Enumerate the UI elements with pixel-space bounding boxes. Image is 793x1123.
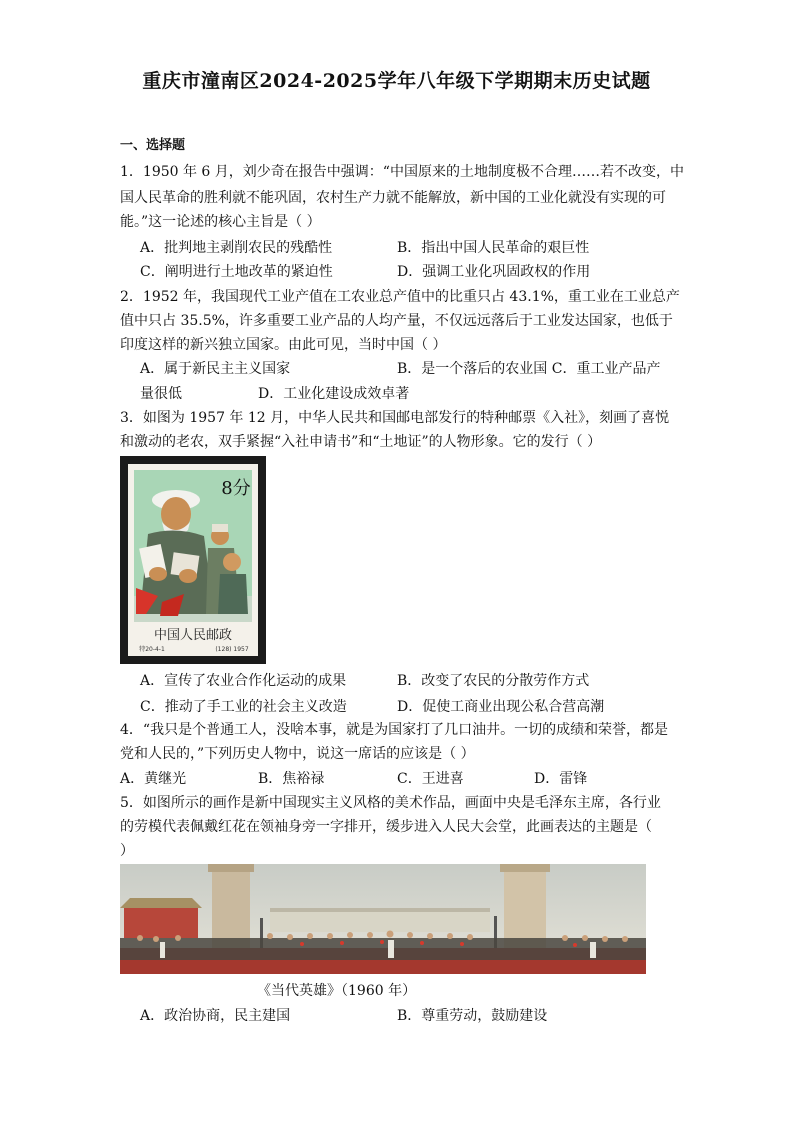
stamp-code-right: (128) 1957 — [215, 646, 249, 653]
q4-option-d: D．雷锋 — [534, 771, 588, 787]
q1-stem-line-1: 1．1950 年 6 月，刘少奇在报告中强调：“中国原来的土地制度极不合理……若不改变，中 — [120, 164, 684, 180]
q5-stem-line-1: 5．如图所示的画作是新中国现实主义风格的美术作品，画面中央是毛泽东主席，各行业 — [120, 795, 661, 811]
q5-option-b: B．尊重劳动，鼓励建设 — [397, 1008, 548, 1024]
q2-option-a: A．属于新民主主义国家 — [140, 361, 291, 377]
q1-stem-line-2: 国人民革命的胜利就不能巩固，农村生产力就不能解放，新中国的工业化就没有实现的可 — [120, 190, 666, 206]
q2-stem-line-3: 印度这样的新兴独立国家。由此可见，当时中国（ ） — [120, 337, 447, 353]
stamp-value: 8分 — [221, 478, 251, 499]
q1-option-b: B．指出中国人民革命的艰巨性 — [397, 240, 590, 256]
stamp-country-text: 中国人民邮政 — [153, 628, 233, 643]
q2-stem-line-2: 值中只占 35.5%，许多重要工业产品的人均产量，不仅远远落后于工业发达国家，也低于 — [120, 313, 673, 329]
q2-stem-line-1: 2．1952 年，我国现代工业产值在工农业总产值中的比重只占 43.1%，重工业在工业总产 — [120, 289, 680, 305]
q4-option-a: A．黄继光 — [120, 771, 187, 787]
q2-option-d: D．工业化建设成效卓著 — [258, 386, 410, 402]
stamp-illustration — [128, 464, 258, 656]
painting-caption: 《当代英雄》（1960 年） — [257, 983, 417, 999]
section-heading: 一、选择题 — [120, 138, 186, 153]
stamp-image — [120, 456, 266, 664]
q3-option-c: C．推动了手工业的社会主义改造 — [140, 699, 347, 715]
painting-image — [120, 864, 646, 974]
painting-illustration — [120, 864, 646, 974]
q4-option-b: B．焦裕禄 — [258, 771, 325, 787]
q2-option-c-end: 量很低 — [140, 386, 182, 402]
q3-option-d: D．促使工商业出现公私合营高潮 — [397, 699, 605, 715]
q3-stem-line-1: 3．如图为 1957 年 12 月，中华人民共和国邮电部发行的特种邮票《入社》，刻画了喜悦 — [120, 410, 670, 426]
q4-stem-line-1: 4．“我只是个普通工人，没啥本事，就是为国家打了几口油井。一切的成绩和荣誉，都是 — [120, 722, 669, 738]
stamp-code-left: 特20-4-1 — [139, 646, 165, 653]
q4-option-c: C．王进喜 — [397, 771, 464, 787]
q1-option-a: A．批判地主剥削农民的残酷性 — [140, 240, 333, 256]
q5-option-a: A．政治协商，民主建国 — [140, 1008, 291, 1024]
page-title: 重庆市潼南区2024-2025学年八年级下学期期末历史试题 — [142, 70, 651, 92]
q1-option-c: C．阐明进行土地改革的紧迫性 — [140, 264, 333, 280]
q2-option-b-c: B．是一个落后的农业国 C．重工业产品产 — [397, 361, 661, 377]
q3-stem-line-2: 和激动的老农，双手紧握“入社申请书”和“土地证”的人物形象。它的发行（ ） — [120, 434, 602, 450]
q5-stem-line-2: 的劳模代表佩戴红花在领袖身旁一字排开，缓步进入人民大会堂，此画表达的主题是（ — [120, 819, 652, 835]
q3-option-a: A．宣传了农业合作化运动的成果 — [140, 673, 347, 689]
q1-option-d: D．强调工业化巩固政权的作用 — [397, 264, 591, 280]
q4-stem-line-2: 党和人民的，”下列历史人物中，说这一席话的应该是（ ） — [120, 746, 475, 762]
q1-stem-line-3: 能。”这一论述的核心主旨是（ ） — [120, 214, 321, 230]
q5-stem-line-3: ） — [120, 843, 134, 859]
q3-option-b: B．改变了农民的分散劳作方式 — [397, 673, 590, 689]
